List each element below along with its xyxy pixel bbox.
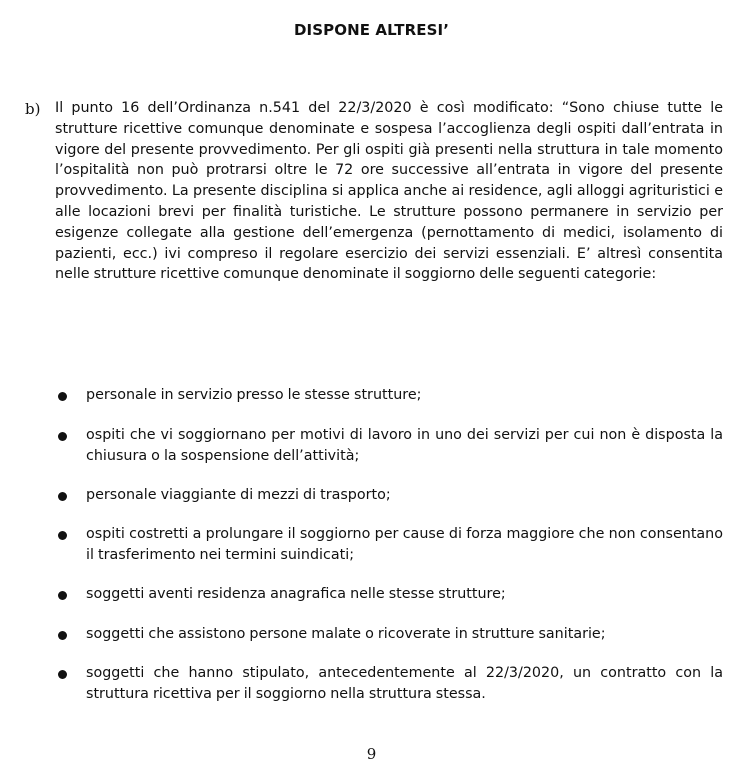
list-item-text: personale in servizio presso le stesse strutture; [86,387,422,403]
bullet-icon [58,631,67,640]
list-item-text: ospiti costretti a prolungare il soggiorno per cause di forza maggiore che non consentano il trasferimento nei termini suindicati; [86,526,723,563]
list-item-text: soggetti aventi residenza anagrafica nelle stesse strutture; [86,586,506,602]
point-marker: b) [25,100,41,118]
list-item-text: personale viaggiante di mezzi di trasporto; [86,487,391,503]
bullet-icon [58,591,67,600]
bullet-icon [58,492,67,501]
bullet-icon [58,432,67,441]
list-item-text: soggetti che hanno stipulato, antecedentemente al 22/3/2020, un contratto con la struttura ricettiva per il soggiorno nella struttura stessa. [86,665,723,702]
bullet-icon [58,531,67,540]
page-number: 9 [366,745,377,763]
point-paragraph: Il punto 16 dell’Ordinanza n.541 del 22/3/2020 è così modificato: “Sono chiuse tutte le strutture ricettive comunque denominate e sospesa l’accoglienza degli ospiti dall’entrata in vigore del presente provvedimento. Per gli ospiti già presenti nella struttura in tale momento l’ospitalità non può protrarsi oltre le 72 ore successive all’entrata in vigore del presente provvedimento. La presente disciplina si applica anche ai residence, agli alloggi agrituristici e alle locazioni brevi per finalità turistiche. Le strutture possono permanere in servizio per esigenze collegate alla gestione dell’emergenza (pernottamento di medici, isolamento di pazienti, ecc.) ivi compreso il regolare esercizio dei servizi essenziali. E’ altresì consentita nelle strutture ricettive comunque denominate il soggiorno delle seguenti categorie: [55,100,723,283]
list-item-text: ospiti che vi soggiornano per motivi di lavoro in uno dei servizi per cui non è disposta la chiusura o la sospensione dell’attività; [86,427,723,464]
list-item-text: soggetti che assistono persone malate o ricoverate in strutture sanitarie; [86,626,606,642]
section-heading: DISPONE ALTRESI’ [294,21,449,39]
bullet-icon [58,392,67,401]
bullet-icon [58,670,67,679]
